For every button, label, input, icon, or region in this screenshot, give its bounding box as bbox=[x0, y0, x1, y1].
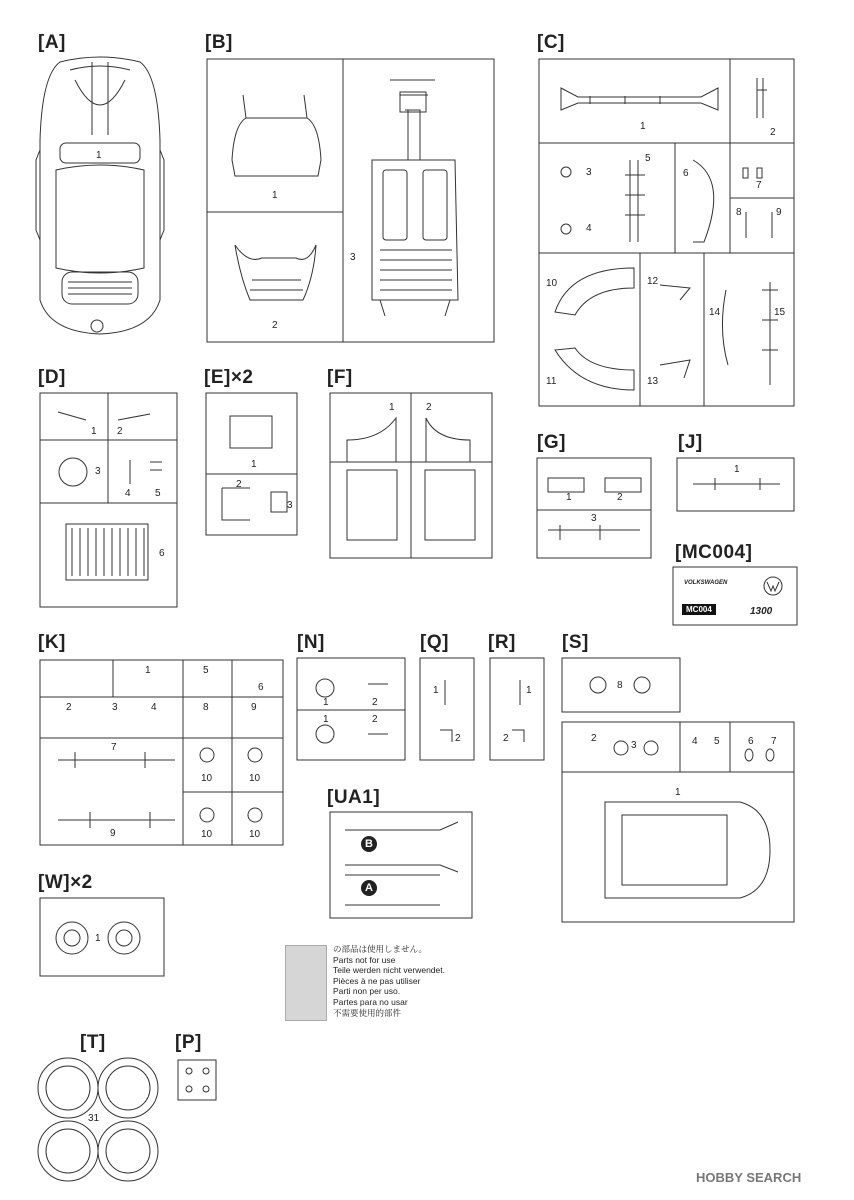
part-k8: 6 bbox=[258, 682, 264, 693]
section-w-label: [W]×2 bbox=[38, 872, 93, 893]
fender-parts bbox=[555, 268, 778, 390]
section-q-label: [Q] bbox=[420, 632, 449, 653]
part-e2: 2 bbox=[236, 479, 242, 490]
part-c6: 6 bbox=[683, 168, 689, 179]
part-f1: 1 bbox=[389, 402, 395, 413]
k-wheels bbox=[200, 748, 262, 822]
switch-parts bbox=[130, 460, 162, 484]
part-s2: 2 bbox=[591, 733, 597, 744]
legend-line: Teile werden nicht verwendet. bbox=[333, 965, 445, 976]
rear-panel-part bbox=[232, 95, 321, 176]
part-k6: 9 bbox=[110, 828, 116, 839]
section-s-label: [S] bbox=[562, 632, 589, 653]
part-f2: 2 bbox=[426, 402, 432, 413]
part-k10c: 10 bbox=[201, 829, 213, 840]
section-d-label: [D] bbox=[38, 367, 66, 388]
part-k7: 5 bbox=[203, 665, 209, 676]
part-s7: 7 bbox=[771, 736, 777, 747]
legend-line: Parts not for use bbox=[333, 954, 396, 965]
watermark: HOBBY SEARCH bbox=[696, 1170, 802, 1185]
part-c14: 14 bbox=[709, 307, 721, 318]
seat-base-part bbox=[66, 524, 148, 580]
part-g1: 1 bbox=[566, 492, 572, 503]
part-d3: 3 bbox=[95, 466, 101, 477]
bumper-parts bbox=[58, 752, 175, 828]
legend-line: Parti non per uso. bbox=[333, 986, 401, 997]
section-b-label: [B] bbox=[205, 32, 233, 53]
part-s6: 6 bbox=[748, 736, 754, 747]
section-a-label: [A] bbox=[38, 32, 66, 53]
sprue-c-frame bbox=[539, 59, 794, 406]
part-e3: 3 bbox=[287, 500, 293, 511]
part-e1: 1 bbox=[251, 459, 257, 470]
section-e-label: [E]×2 bbox=[204, 367, 254, 388]
part-s1: 1 bbox=[675, 787, 681, 798]
legend-line: 不需要使用的部件 bbox=[333, 1007, 402, 1018]
front-apron-part bbox=[235, 245, 316, 300]
gauge-part bbox=[59, 458, 87, 486]
legend-line: Partes para no usar bbox=[333, 996, 408, 1007]
part-b1: 1 bbox=[272, 190, 278, 201]
part-c7: 7 bbox=[756, 180, 762, 191]
part-c5: 5 bbox=[645, 153, 651, 164]
part-j1: 1 bbox=[734, 464, 740, 475]
door-inner-right-part bbox=[425, 470, 475, 540]
part-k9b: 9 bbox=[251, 702, 257, 713]
part-c9: 9 bbox=[776, 207, 782, 218]
sprue-p-frame bbox=[178, 1060, 216, 1100]
part-g2: 2 bbox=[617, 492, 623, 503]
part-b3: 3 bbox=[350, 252, 356, 263]
sprue-r-frame bbox=[490, 658, 544, 760]
section-r-label: [R] bbox=[488, 632, 516, 653]
legend-line: Pièces à ne pas utiliser bbox=[333, 975, 421, 986]
sprue-w-frame bbox=[40, 898, 164, 976]
section-k-label: [K] bbox=[38, 632, 66, 653]
part-c15: 15 bbox=[774, 307, 786, 318]
unused-parts-swatch bbox=[285, 945, 327, 1021]
section-n-label: [N] bbox=[297, 632, 325, 653]
part-k3: 3 bbox=[112, 702, 118, 713]
legend-line: の部品は使用しません。 bbox=[333, 944, 428, 954]
small-brackets bbox=[561, 160, 772, 242]
section-p-label: [P] bbox=[175, 1032, 202, 1053]
part-q2: 2 bbox=[455, 733, 461, 744]
part-n1b: 1 bbox=[323, 714, 329, 725]
sprue-g-frame bbox=[537, 458, 651, 558]
part-c2: 2 bbox=[770, 127, 776, 138]
part-r2: 2 bbox=[503, 733, 509, 744]
part-c3: 3 bbox=[586, 167, 592, 178]
part-s3: 3 bbox=[631, 740, 637, 751]
part-c12: 12 bbox=[647, 276, 659, 287]
sprue-n-frame bbox=[297, 658, 405, 760]
part-s5: 5 bbox=[714, 736, 720, 747]
unused-parts-legend bbox=[333, 944, 445, 1018]
seat-part bbox=[230, 416, 272, 448]
part-a1: 1 bbox=[96, 150, 102, 161]
decal-sheet-frame bbox=[673, 567, 797, 625]
body-shell-part bbox=[36, 57, 164, 334]
chassis-floor-part bbox=[372, 80, 458, 316]
rod-part bbox=[757, 78, 767, 118]
part-k10d: 10 bbox=[249, 829, 261, 840]
part-r1: 1 bbox=[526, 685, 532, 696]
part-k10b: 10 bbox=[249, 773, 261, 784]
part-k10a: 10 bbox=[201, 773, 213, 784]
part-s4: 4 bbox=[692, 736, 698, 747]
part-g3: 3 bbox=[591, 513, 597, 524]
section-t-label: [T] bbox=[80, 1032, 106, 1053]
part-k4: 4 bbox=[151, 702, 157, 713]
ua1-marker-b: B bbox=[361, 836, 377, 852]
part-c10: 10 bbox=[546, 278, 558, 289]
part-c4: 4 bbox=[586, 223, 592, 234]
part-d5: 5 bbox=[155, 488, 161, 499]
section-ua1-label: [UA1] bbox=[327, 787, 381, 808]
part-k5: 7 bbox=[111, 742, 117, 753]
window-glass-part bbox=[605, 802, 770, 898]
section-j-label: [J] bbox=[678, 432, 703, 453]
part-d1: 1 bbox=[91, 426, 97, 437]
part-k1: 1 bbox=[145, 665, 151, 676]
part-d6: 6 bbox=[159, 548, 165, 559]
part-t31: 31 bbox=[88, 1113, 100, 1124]
part-k9a: 8 bbox=[203, 702, 209, 713]
part-n2a: 2 bbox=[372, 697, 378, 708]
part-d2: 2 bbox=[117, 426, 123, 437]
part-d4: 4 bbox=[125, 488, 131, 499]
door-inner-left-part bbox=[347, 470, 397, 540]
section-c-label: [C] bbox=[537, 32, 565, 53]
levers-part bbox=[58, 412, 150, 420]
decal-code: MC004 bbox=[682, 604, 716, 615]
part-q1: 1 bbox=[433, 685, 439, 696]
part-c11: 11 bbox=[546, 376, 557, 387]
part-c1: 1 bbox=[640, 121, 646, 132]
part-n1a: 1 bbox=[323, 697, 329, 708]
decal-brand: VOLKSWAGEN bbox=[684, 580, 728, 586]
ua1-marker-a: A bbox=[361, 880, 377, 896]
axle-beam-part bbox=[561, 88, 718, 110]
part-c13: 13 bbox=[647, 376, 659, 387]
decal-model: 1300 bbox=[750, 606, 773, 617]
part-k2: 2 bbox=[66, 702, 72, 713]
section-g-label: [G] bbox=[537, 432, 566, 453]
door-panel-parts bbox=[347, 418, 470, 462]
section-mc004-label: [MC004] bbox=[675, 542, 753, 563]
section-f-label: [F] bbox=[327, 367, 353, 388]
part-s8: 8 bbox=[617, 680, 623, 691]
sprue-k-frame bbox=[40, 660, 283, 845]
part-c8: 8 bbox=[736, 207, 742, 218]
part-w1: 1 bbox=[95, 933, 101, 944]
part-n2b: 2 bbox=[372, 714, 378, 725]
part-b2: 2 bbox=[272, 320, 278, 331]
sprue-q-frame bbox=[420, 658, 474, 760]
